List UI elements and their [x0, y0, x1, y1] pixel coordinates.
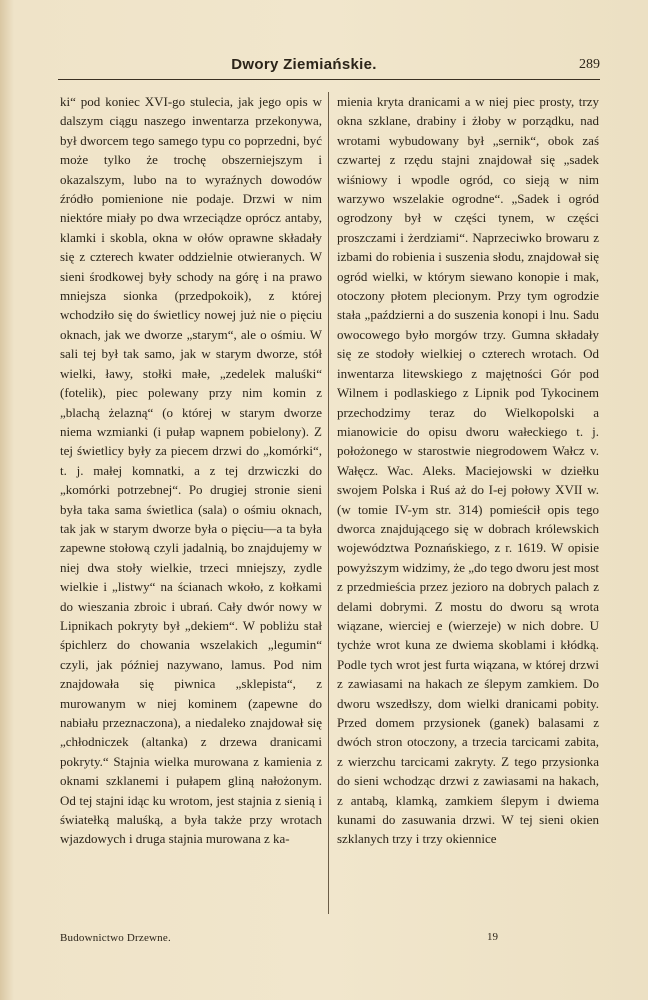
- running-header: [58, 56, 600, 78]
- header-rule: [58, 79, 600, 80]
- footer-sheet-number: 19: [487, 931, 498, 943]
- column-divider: [328, 92, 329, 914]
- left-text-column: [60, 92, 322, 849]
- right-text-column: [337, 92, 599, 849]
- running-title: Dwory Ziemiańskie.: [231, 56, 377, 73]
- right-column-text: mienia kryta dranicami a w niej piec prosty, trzy okna szklane, drabiny i żłoby w porządku, nad wrotami wybudowany był „sernik“, obok zaś czwartej z rzędu stajni znajdował się „sadek wiśniowy i wpodle ogród, co sieją w nim warzywo wszelakie ogrodne“. „Sadek i ogród ogrodzony był w części tynem, w części proszczami i żerdziami“. Naprzeciwko browaru z izbami do robienia i suszenia słodu, znajdował się ogród wielki, w którym siewano konopie i mak, otoczony płotem plecionym. Przy tym ogrodzie stała „październi a do suszenia konopi i lnu. Sadu owocowego było morgów trzy. Gumna składały się ze stodoły wielkiej o czterech wrotach. Od inwentarza litewskiego z majętności Gór pod Wilnem i podlaskiego z Lipnik pod Tykocinem przechodzimy teraz do Wielkopolski a mianowicie do opisu dworu wałeckiego t. j. położonego w starostwie niegrodowem Wałcz v. Wałęcz. Wac. Aleks. Maciejowski w dziełku swojem Polska i Ruś aż do I-ej połowy XVII w. (w tomie IV-ym str. 314) pomieścił opis tego dworca znajdującego się w dobrach królewskich województwa Poznańskiego, z r. 1619. W opisie powyższym widzimy, że „do tego dworu jest most z przedmieścia przez jezioro na dobrych palach z delami dobrymi. Z mostu do dworu są wrota wiązane, wierciej e (wierzeje) w nich dobre. U tychże wrot kuna ze dwiema skoblami i kłódką. Podle tych wrot jest furta wiązana, w której drzwi z zawiasami na hakach ze ślepym zamkiem. Do dworu wszedłszy, dom wielki dranicami pobity. Przed domem przysionek (ganek) balasami z dwóch stron otoczony, a trzecia tarcicami zabita, z wierzchu tarcicami zakryty. Z tego przysionka do sieni wchodząc drzwi z zawiasami na hakach, z antabą, klamką, zamkiem ślepym i dwiema kunami do zasuwania drzwi. W tej sieni okien szklanych trzy i trzy okiennice: [337, 94, 599, 847]
- page-number: 289: [579, 57, 600, 72]
- footer-signature: Budownictwo Drzewne.: [60, 932, 171, 944]
- left-column-text: ki“ pod koniec XVI-go stulecia, jak jego opis w dalszym ciągu naszego inwentarza przekonywa, był dworcem tego samego typu co poprzedni, być może tylko że trochę obszerniejszym i okazalszym, lubo na to wyraźnych dowodów źródło pomienione nie podaje. Drzwi w nim niektóre miały po dwa wrzeciądze oprócz antaby, klamki i skobla, okna w ołów oprawne składały się z czterech kwater oddzielnie otwieranych. W sieni środkowej były schody na górę i na prawo mniejsza sionka (przedpokoik), z której wchodziło się do świetlicy nowej już nie o pięciu oknach, jak we dworze „starym“, ale o ośmiu. W sali tej był tak samo, jak w starym dworze, stół wielki, ławy, stołki małe, „zedelek maluśki“ (fotelik), piec polewany przy nim komin z „blachą żelazną“ (o której w starym dworze niema wzmianki (i pułap wapnem pobielony). Z tej świetlicy były za piecem drzwi do „komórki“, t. j. małej komnatki, a z tej drzwiczki do „komórki potrzebnej“. Po drugiej stronie sieni była taka sama świetlica (sala) o ośmiu oknach, tak jak w starym dworze była o pięciu—a ta była zapewne stołową czyli jadalnią, bo znajdujemy w niej dwa stoły wielkie, trzeci mniejszy, zydle wielkie i „listwy“ na ścianach wkoło, z kołkami do wieszania zbroic i ubrań. Cały dwór nowy w Lipnikach pokryty był „dekiem“. W pobliżu stał śpichlerz do chowania wszelakich „legumin“ czyli, jak później nazywano, lamus. Pod nim znajdowała się piwnica „sklepista“, z murowanym w niej kominem (zapewne do nabiału przeznaczona), a niedaleko znajdował się „chłodniczek (altanka) z drzewa dranicami pokryty.“ Stajnia wielka murowana z kamienia z oknami szklanemi i pułapem gliną nałożonym. Od tej stajni idąc ku wrotom, jest stajnia z sienią i światełką maluśką, a była także przy wrotach wjazdowych i druga stajnia murowana z ka-: [60, 94, 322, 847]
